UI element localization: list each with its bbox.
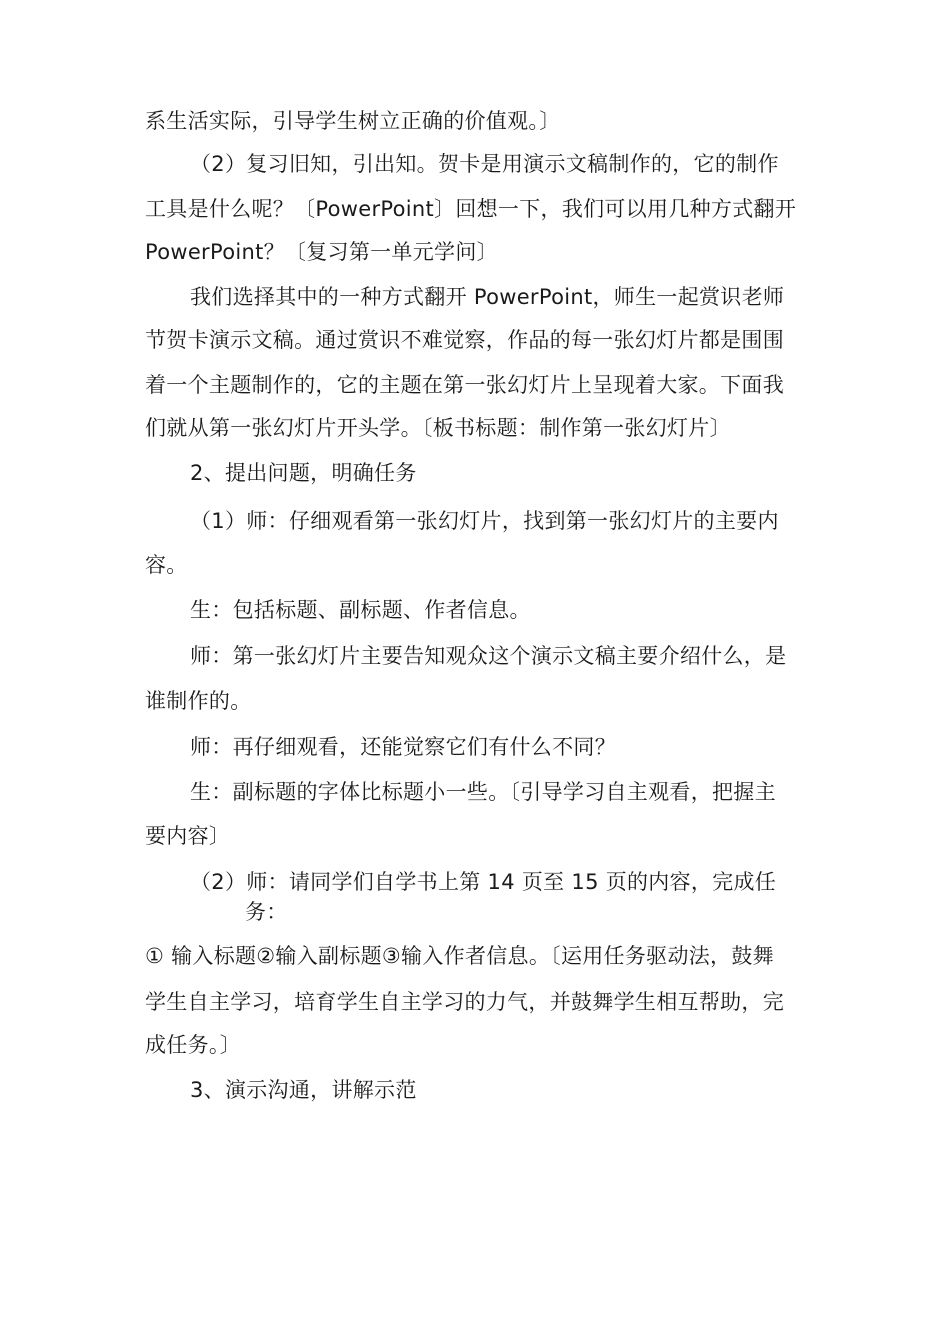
text-line: 务：: [245, 900, 288, 924]
text-line: 生：副标题的字体比标题小一些。〔引导学习自主观看，把握主: [190, 780, 776, 804]
text-line: 要内容〕: [145, 824, 231, 848]
section-heading: 3、演示沟通，讲解示范: [190, 1078, 417, 1102]
text-line: 着一个主题制作的，它的主题在第一张幻灯片上呈现着大家。下面我: [145, 373, 784, 397]
text-line: 工具是什么呢？〔PowerPoint〕回想一下，我们可以用几种方式翻开: [145, 197, 797, 221]
text-line: 节贺卡演示文稿。通过赏识不难觉察，作品的每一张幻灯片都是围围: [145, 328, 784, 352]
text-line: 谁制作的。: [145, 689, 252, 713]
text-line: 成任务。〕: [145, 1033, 241, 1057]
text-line: 系生活实际，引导学生树立正确的价值观。〕: [145, 109, 561, 133]
text-line: （1）师：仔细观看第一张幻灯片，找到第一张幻灯片的主要内: [190, 509, 779, 533]
text-line: 师：再仔细观看，还能觉察它们有什么不同？: [190, 735, 616, 759]
text-line: 学生自主学习，培育学生自主学习的力气，并鼓舞学生相互帮助，完: [145, 990, 784, 1014]
text-line: 们就从第一张幻灯片开头学。〔板书标题：制作第一张幻灯片〕: [145, 416, 731, 440]
text-line: （2）师：请同学们自学书上第 14 页至 15 页的内容，完成任: [190, 870, 777, 894]
section-heading: 2、提出问题，明确任务: [190, 461, 417, 485]
text-line: 师：第一张幻灯片主要告知观众这个演示文稿主要介绍什么，是: [190, 644, 787, 668]
text-line: 生：包括标题、副标题、作者信息。: [190, 598, 531, 622]
text-line: PowerPoint？〔复习第一单元学问〕: [145, 240, 498, 264]
text-line: （2）复习旧知，引出知。贺卡是用演示文稿制作的，它的制作: [190, 152, 779, 176]
text-line: 我们选择其中的一种方式翻开 PowerPoint，师生一起赏识老师: [190, 285, 785, 309]
text-line: 容。: [145, 553, 188, 577]
text-line: ① 输入标题②输入副标题③输入作者信息。〔运用任务驱动法，鼓舞: [145, 944, 774, 968]
